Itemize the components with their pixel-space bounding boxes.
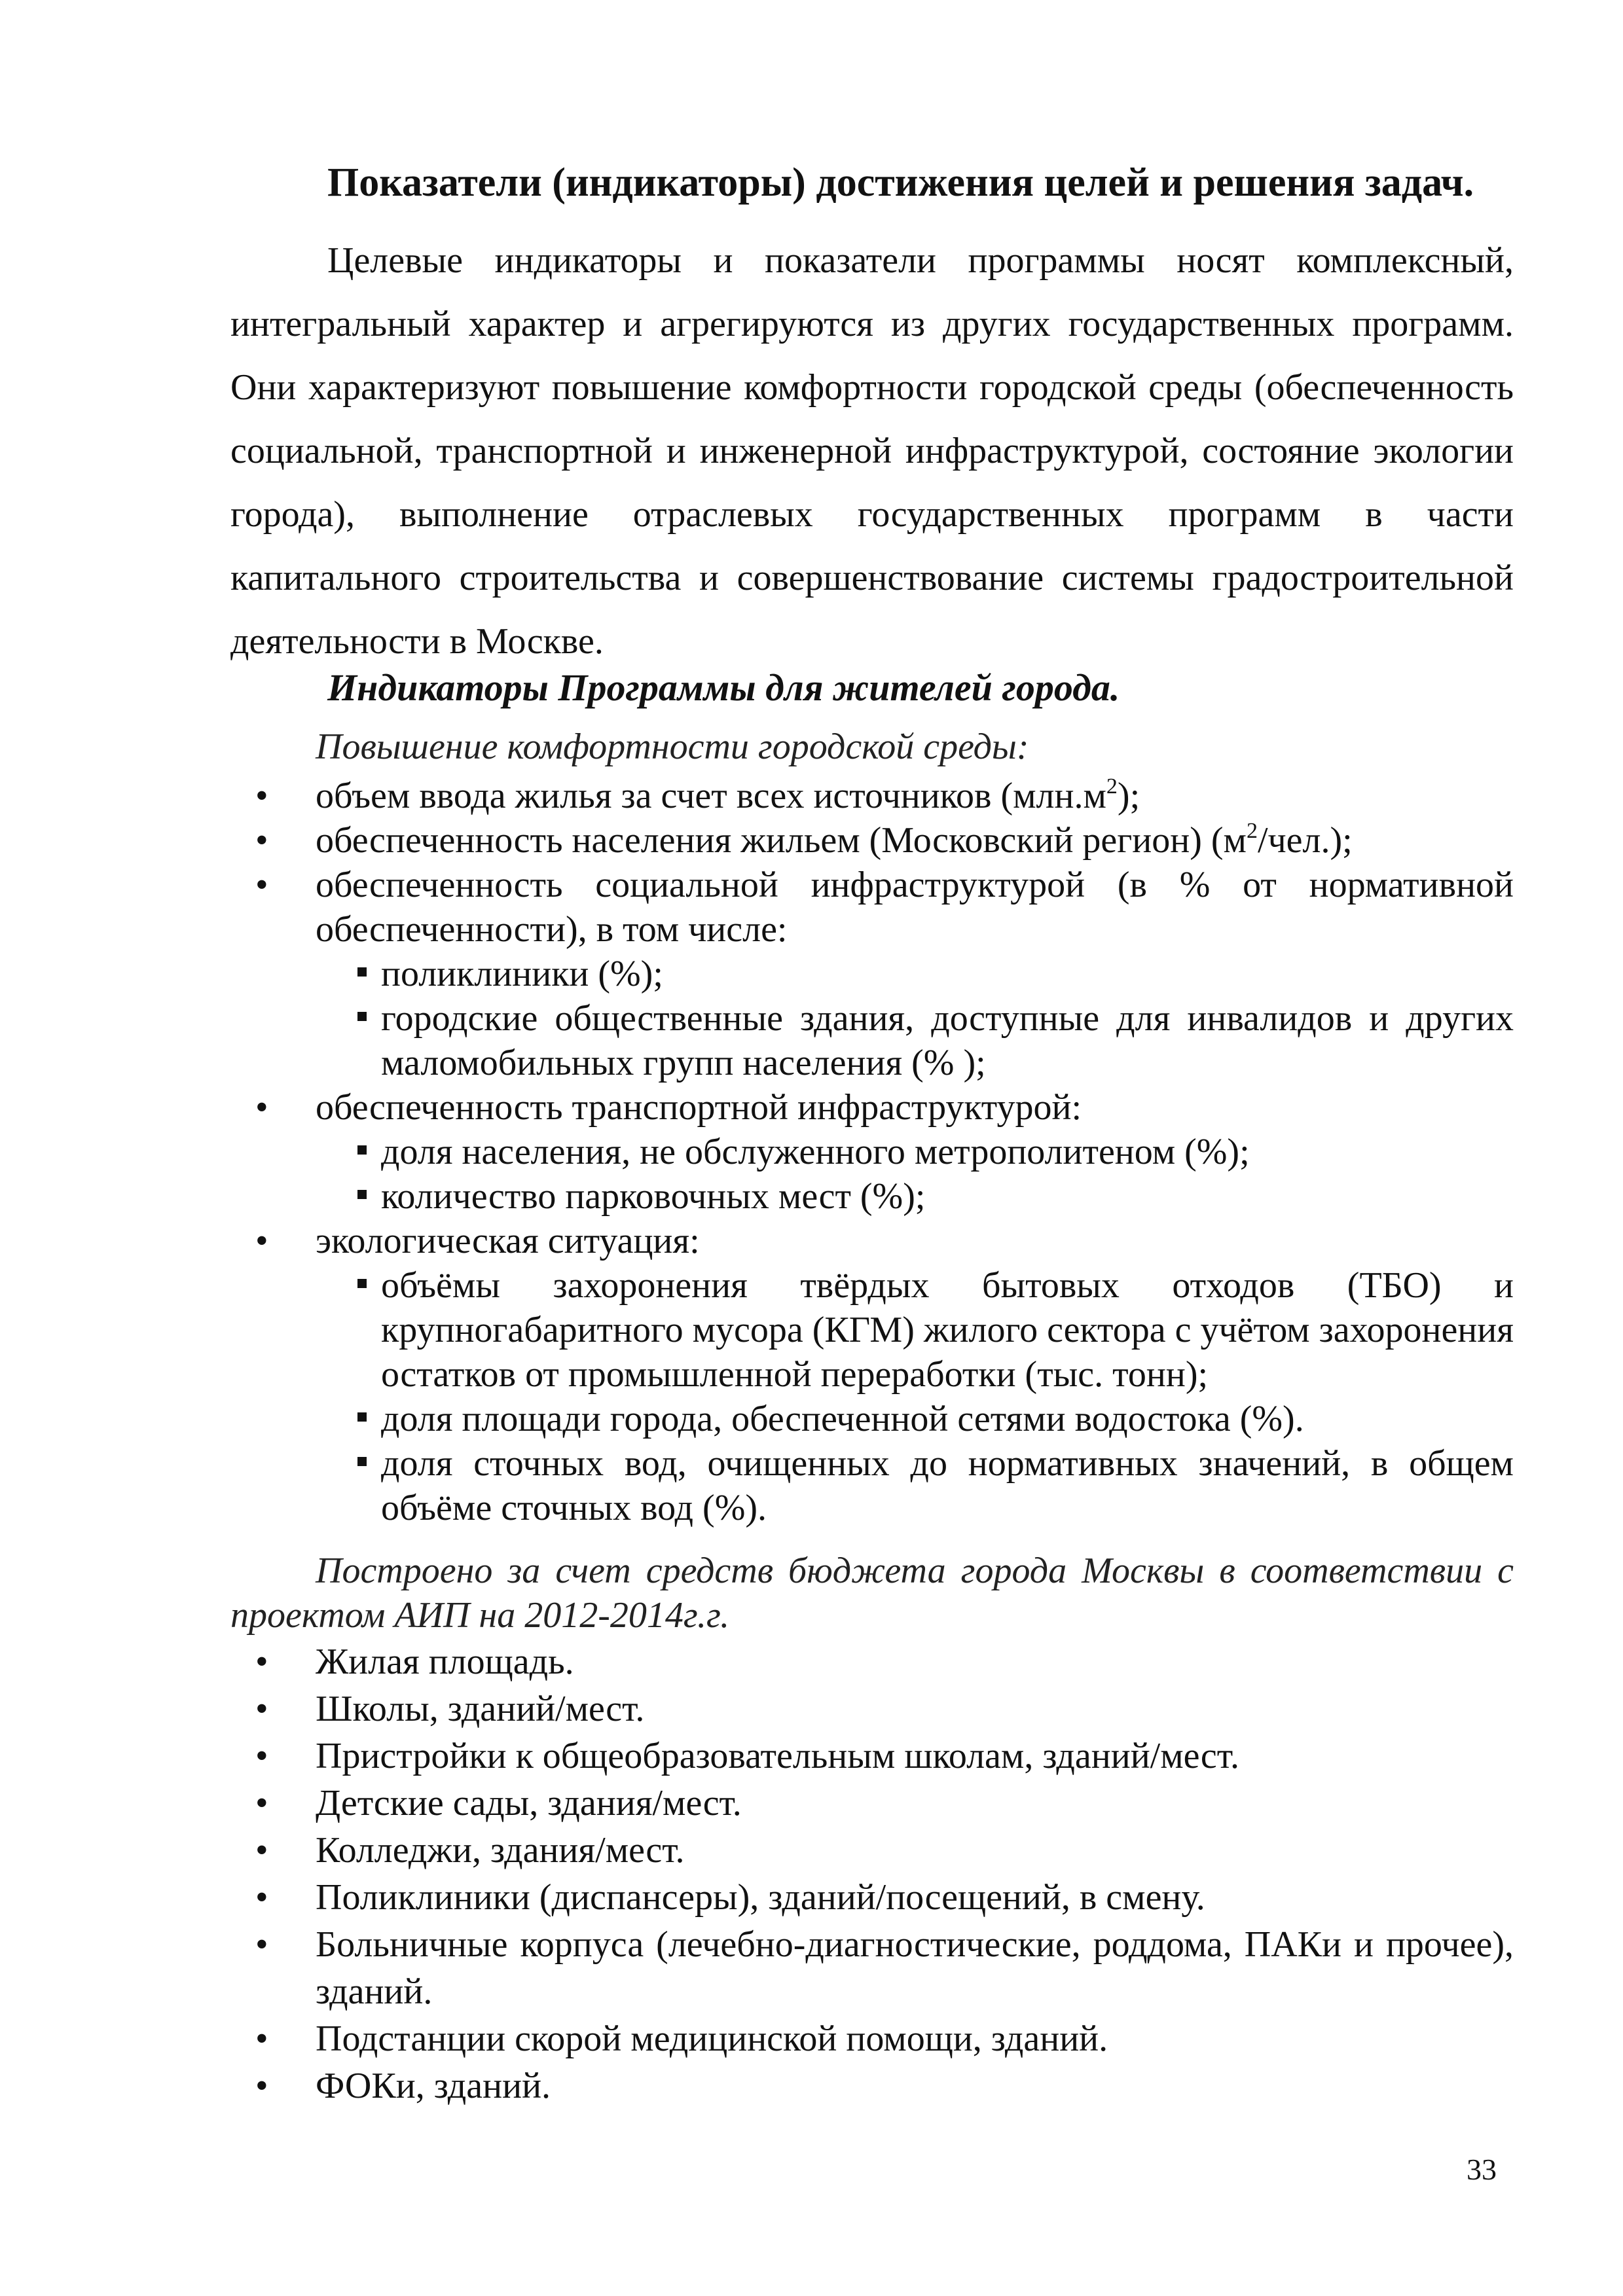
comfort-indicators-list [230,774,1514,1530]
aip-section-title: Построено за счет средств бюджета города Москвы в соответствии с проектом АИП на 2012-2014г.г. [230,1551,1514,1636]
aip-items-list [230,1638,1514,2109]
sub-list [230,952,1514,1085]
list-item [230,863,1514,1085]
sub-list-item: доля сточных вод, очищенных до нормативных значений, в общем объёме сточных вод (%). [230,1441,1514,1530]
sub-list [230,1263,1514,1530]
sub-list-item: поликлиники (%); [230,952,1514,996]
list-item: • Детские сады, здания/мест. [230,1780,1514,1827]
list-item-text: • экологическая ситуация: [316,1221,700,1261]
list-item [230,1085,1514,1219]
list-item: • Жилая площадь. [230,1638,1514,1685]
list-item-text: • обеспеченность социальной инфраструктурой (в % от нормативной обеспеченности), в том числе: [316,865,1514,950]
list-item: • Школы, зданий/мест. [230,1685,1514,1732]
list-item: • Поликлиники (диспансеры), зданий/посещений, в смену. [230,1874,1514,1921]
list-item: • ФОКи, зданий. [230,2062,1514,2109]
sub-list-item: доля населения, не обслуженного метрополитеном (%); [230,1130,1514,1174]
list-item: • Пристройки к общеобразовательным школам, зданий/мест. [230,1732,1514,1780]
section-heading: Показатели (индикаторы) достижения целей и решения задач. [327,160,1474,205]
sub-list [230,1130,1514,1219]
list-item [230,1219,1514,1530]
list-item: • Колледжи, здания/мест. [230,1827,1514,1874]
intro-paragraph: Целевые индикаторы и показатели программы носят комплексный, интегральный характер и агрегируются из других государственных программ. Они характеризуют повышение комфортности городской среды (обеспеченность социальной, транспортной и инженерной инфраструктурой, состояние экологии города), выполнение отраслевых государственных программ в части капитального строительства и совершенствование системы градостроительной деятельности в Москве. [230,240,1514,662]
list-item: • Подстанции скорой медицинской помощи, зданий. [230,2015,1514,2062]
list-item: • обеспеченность населения жильем (Московский регион) $(м^2/чел.)$; [230,818,1514,863]
comfort-section-title: Повышение комфортности городской среды: [316,726,1029,767]
list-item: • объем ввода жилья за счет всех источников $(млн.м^2)$; [230,774,1514,818]
list-item: • Больничные корпуса (лечебно-диагностические, роддома, ПАКи и прочее), зданий. [230,1921,1514,2015]
sub-list-item: доля площади города, обеспеченной сетями водостока (%). [230,1397,1514,1441]
sub-list-item: количество парковочных мест (%); [230,1174,1514,1219]
list-item-text: • обеспеченность транспортной инфраструктурой: [316,1087,1082,1128]
indicators-subheading: Индикаторы Программы для жителей города. [327,666,1120,709]
sub-list-item: объёмы захоронения твёрдых бытовых отходов (ТБО) и крупногабаритного мусора (КГМ) жилого сектора с учётом захоронения остатков от промышленной переработки (тыс. тонн); [230,1263,1514,1397]
page-number: 33 [1467,2153,1497,2186]
sub-list-item: городские общественные здания, доступные для инвалидов и других маломобильных групп населения (% ); [230,996,1514,1085]
